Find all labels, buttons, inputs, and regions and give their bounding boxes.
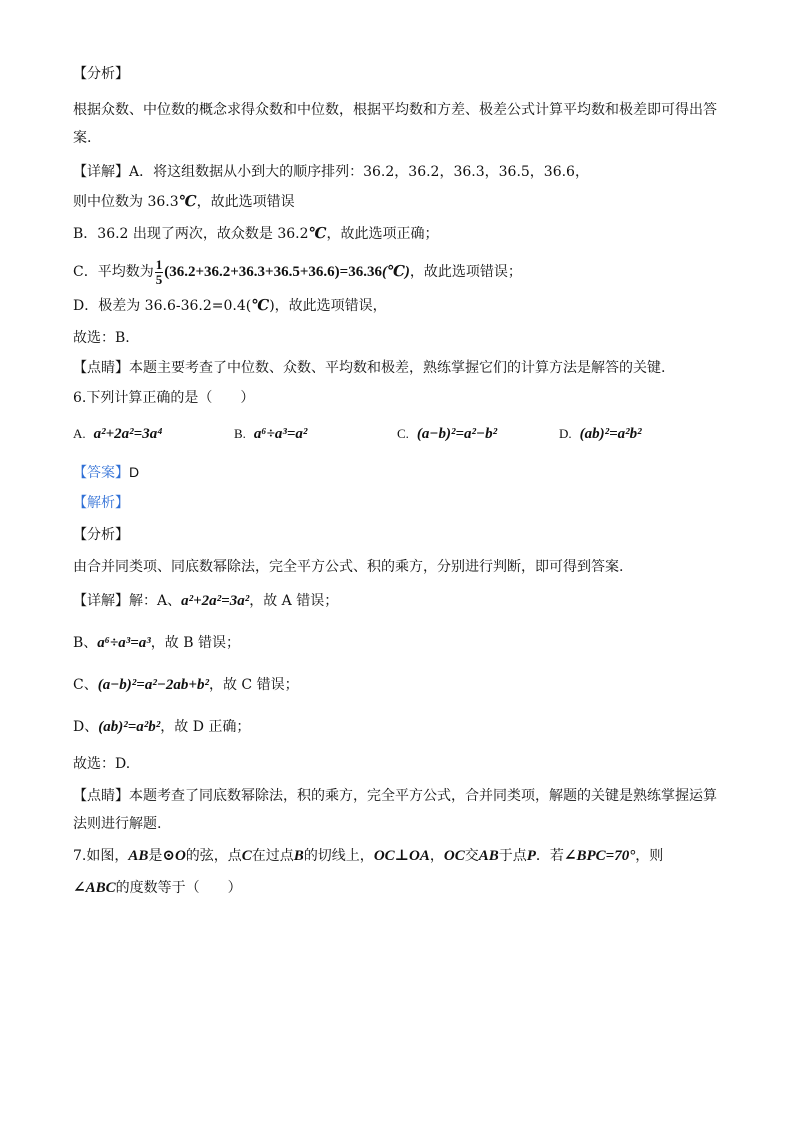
q5-comment-text: 本题主要考查了中位数、众数、平均数和极差，熟练掌握它们的计算方法是解答的关键. — [129, 360, 666, 376]
segment-ab: AB — [128, 848, 149, 864]
q6-analysis-heading: 【分析】 — [73, 527, 129, 543]
q7-text: 的切线上， — [303, 848, 374, 864]
q5-median-suffix: ，故此选项错误 — [196, 194, 295, 210]
q5-c-expression: (36.2+36.2+36.3+36.5+36.6)=36.36 — [164, 264, 382, 280]
q6-choose: 故选：D. — [73, 756, 131, 772]
q5-choose: 故选：B. — [73, 330, 130, 346]
q5-analysis-text-2: 案. — [73, 130, 92, 146]
q6-comment-1 — [73, 786, 717, 806]
q5-b-prefix: B．36.2 出现了两次，故众数是 36.2 — [73, 226, 309, 242]
q6-detail-a — [73, 591, 338, 611]
q6-detail-c-prefix: C、 — [73, 677, 98, 693]
q7-text: ．若 — [535, 848, 564, 864]
q6-answer-line — [73, 462, 139, 483]
q5-analysis-text-1: 根据众数、中位数的概念求得众数和中位数，根据平均数和方差、极差公式计算平均数和极差即可得出答 — [73, 102, 717, 118]
q5-detail-a — [73, 162, 589, 182]
q5-comment — [73, 358, 665, 378]
q6-detail-b-expr: a⁶÷a³=a³ — [97, 635, 151, 651]
q6-option-d — [559, 424, 642, 444]
q6-detail-a-suffix: ，故 A 错误； — [249, 593, 339, 609]
q7-text: 的弦，点 — [185, 848, 242, 864]
option-label: A. — [73, 426, 86, 441]
q5-detail-heading: 【详解】 — [73, 164, 129, 180]
q6-detail-d-suffix: ，故 D 正确； — [160, 719, 251, 735]
point-p: P — [526, 848, 536, 864]
q6-option-a — [73, 424, 162, 444]
q7-text: 交 — [464, 848, 479, 864]
q6-comment-heading: 【点睛】 — [73, 788, 129, 804]
point-c: C — [241, 848, 252, 864]
q5-median-prefix: 则中位数为 36.3 — [73, 194, 179, 210]
q6-detail-b — [73, 633, 240, 653]
q6-comment-text-1: 本题考查了同底数幂除法，积的乘方，完全平方公式，合并同类项，解题的关键是熟练掌握运算 — [129, 788, 717, 804]
q6-analysis-text: 由合并同类项、同底数幂除法，完全平方公式、积的乘方，分别进行判断，即可得到答案. — [73, 559, 624, 575]
option-label: D. — [559, 426, 572, 441]
q7-text: ， — [429, 848, 444, 864]
q7-text: 是 — [148, 848, 163, 864]
q5-c-suffix: ，故此选项错误； — [409, 264, 522, 280]
celsius-unit: ℃ — [308, 226, 327, 242]
q5-c-prefix: C．平均数为 — [73, 264, 154, 280]
segment-ab: AB — [478, 848, 499, 864]
q7-text: 的度数等于（ ） — [115, 880, 242, 896]
point-b: B — [293, 848, 304, 864]
fraction-denominator: 5 — [155, 271, 163, 287]
answer-tag: 【答案】 — [73, 465, 129, 481]
q6-detail-c-suffix: ，故 C 错误； — [208, 677, 299, 693]
option-expression: a²+2a²=3a⁴ — [93, 426, 163, 442]
q6-detail-heading: 【详解】 — [73, 593, 129, 609]
q5-analysis-heading: 【分析】 — [73, 66, 129, 82]
option-label: B. — [234, 426, 246, 441]
q6-detail-b-prefix: B、 — [73, 635, 98, 651]
q5-option-d-line — [73, 296, 387, 316]
q5-option-b-line — [73, 224, 439, 244]
q7-stem-line-2 — [73, 878, 242, 898]
angle-abc: ∠ABC — [73, 880, 116, 896]
q5-option-c-line — [73, 256, 522, 288]
option-expression: (a−b)²=a²−b² — [416, 426, 498, 442]
celsius-unit: (℃) — [381, 264, 410, 280]
q6-detail-d — [73, 717, 250, 737]
q5-comment-heading: 【点睛】 — [73, 360, 129, 376]
perpendicular-relation: OC⊥OA — [373, 848, 430, 864]
segment-oc: OC — [443, 848, 465, 864]
q6-option-b — [234, 424, 307, 444]
q7-text: 7.如图， — [73, 848, 129, 864]
angle-bpc: ∠BPC=70° — [563, 848, 636, 864]
q6-detail-d-prefix: D、 — [73, 719, 99, 735]
q6-stem: 6.下列计算正确的是（ ） — [73, 390, 255, 406]
q6-detail-c — [73, 675, 299, 695]
q7-text: 于点 — [498, 848, 527, 864]
celsius-unit: ℃ — [251, 298, 270, 314]
fraction — [155, 258, 164, 287]
q6-detail-a-prefix: 解：A、 — [129, 593, 182, 609]
explain-tag: 【解析】 — [73, 495, 129, 511]
q6-option-c — [397, 424, 497, 444]
q6-comment-2: 法则进行解题. — [73, 816, 162, 832]
q6-detail-d-expr: (ab)²=a²b² — [98, 719, 161, 735]
q6-detail-a-expr: a²+2a²=3a² — [181, 593, 250, 609]
q5-b-suffix: ，故此选项正确； — [326, 226, 439, 242]
answer-value: D — [129, 464, 140, 480]
q5-d-prefix: D．极差为 36.6-36.2=0.4( — [73, 298, 252, 314]
q6-detail-c-expr: (a−b)²=a²−2ab+b² — [97, 677, 209, 693]
q7-text: ，则 — [635, 848, 664, 864]
q5-d-suffix: )，故此选项错误， — [269, 298, 387, 314]
q5-median-line — [73, 192, 295, 212]
option-expression: a⁶÷a³=a² — [253, 426, 308, 442]
circle-o: ⊙O — [162, 848, 186, 864]
option-label: C. — [397, 426, 409, 441]
q7-text: 在过点 — [251, 848, 294, 864]
q6-detail-b-suffix: ，故 B 错误； — [150, 635, 240, 651]
option-expression: (ab)²=a²b² — [579, 426, 642, 442]
fraction-numerator: 1 — [155, 256, 163, 272]
celsius-unit: ℃ — [178, 194, 197, 210]
q7-stem-line-1 — [73, 846, 663, 866]
q5-detail-a-text: A．将这组数据从小到大的顺序排列：36.2，36.2，36.3，36.5，36.6， — [129, 164, 589, 180]
